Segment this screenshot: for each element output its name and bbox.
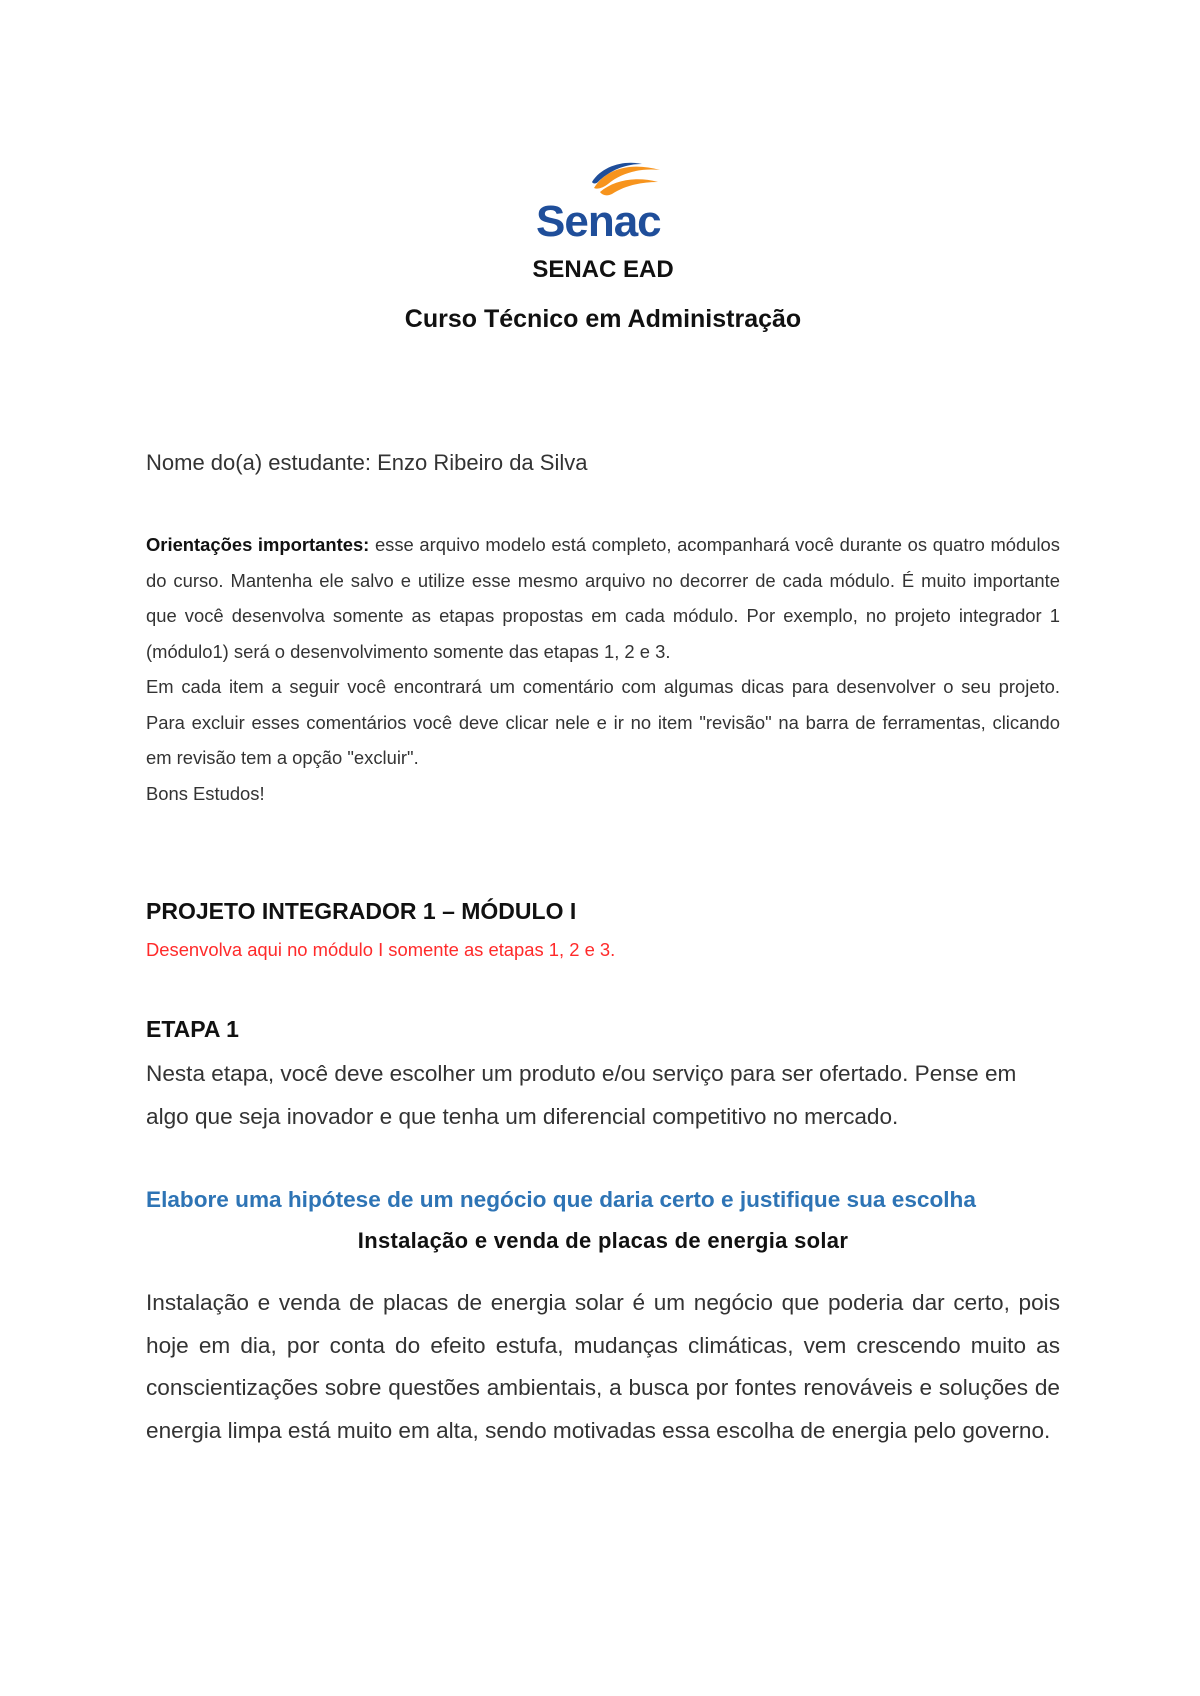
org-title: SENAC EAD — [532, 256, 674, 283]
answer-title: Instalação e venda de placas de energia solar — [357, 1228, 849, 1253]
answer-body: Instalação e venda de placas de energia solar é um negócio que poderia dar certo, pois hoje em dia, por conta do efeito estufa, mudanças climáticas, vem crescendo muito as conscientizações sobre questões ambientais, a busca por fontes renováveis e soluções de energia limpa está muito em alta, sendo motivadas essa escolha de energia pelo governo. — [146, 1290, 1060, 1443]
orientation-closing: Bons Estudos! — [146, 782, 265, 804]
logo-wordmark: Senac — [536, 197, 661, 246]
project-title: PROJETO INTEGRADOR 1 – MÓDULO I — [146, 898, 577, 924]
orientation-section — [146, 527, 1060, 811]
student-name-line: Nome do(a) estudante: Enzo Ribeiro da Silva — [146, 450, 588, 475]
stage-title: ETAPA 1 — [146, 1016, 239, 1042]
project-instruction: Desenvolva aqui no módulo I somente as etapas 1, 2 e 3. — [146, 939, 616, 960]
orientation-text: esse arquivo modelo está completo, acompanhará você durante os quatro módulos do curso. Mantenha ele salvo e utilize esse mesmo arquivo no decorrer de cada módulo. É muito importante que você desenvolva somente as etapas propostas em cada módulo. Por exemplo, no projeto integrador 1 (módulo1) será o desenvolvimento somente das etapas 1, 2 e 3. — [146, 534, 1060, 662]
stage-description: Nesta etapa, você deve escolher um produto e/ou serviço para ser ofertado. Pense em algo que seja inovador e que tenha um diferencial competitivo no mercado. — [146, 1061, 1017, 1129]
senac-logo — [536, 160, 676, 250]
orientation-paragraph-2: Em cada item a seguir você encontrará um comentário com algumas dicas para desenvolver o seu projeto. Para excluir esses comentários você deve clicar nele e ir no item "revisão" na barra de ferramentas, clicando em revisão tem a opção "excluir". — [146, 676, 1060, 768]
orientation-label: Orientações importantes: — [146, 534, 370, 555]
senac-logo-graphic — [536, 160, 676, 250]
course-title: Curso Técnico em Administração — [404, 305, 802, 333]
stage-prompt: Elabore uma hipótese de um negócio que daria certo e justifique sua escolha — [146, 1187, 976, 1212]
orientation-paragraph — [146, 527, 1060, 669]
